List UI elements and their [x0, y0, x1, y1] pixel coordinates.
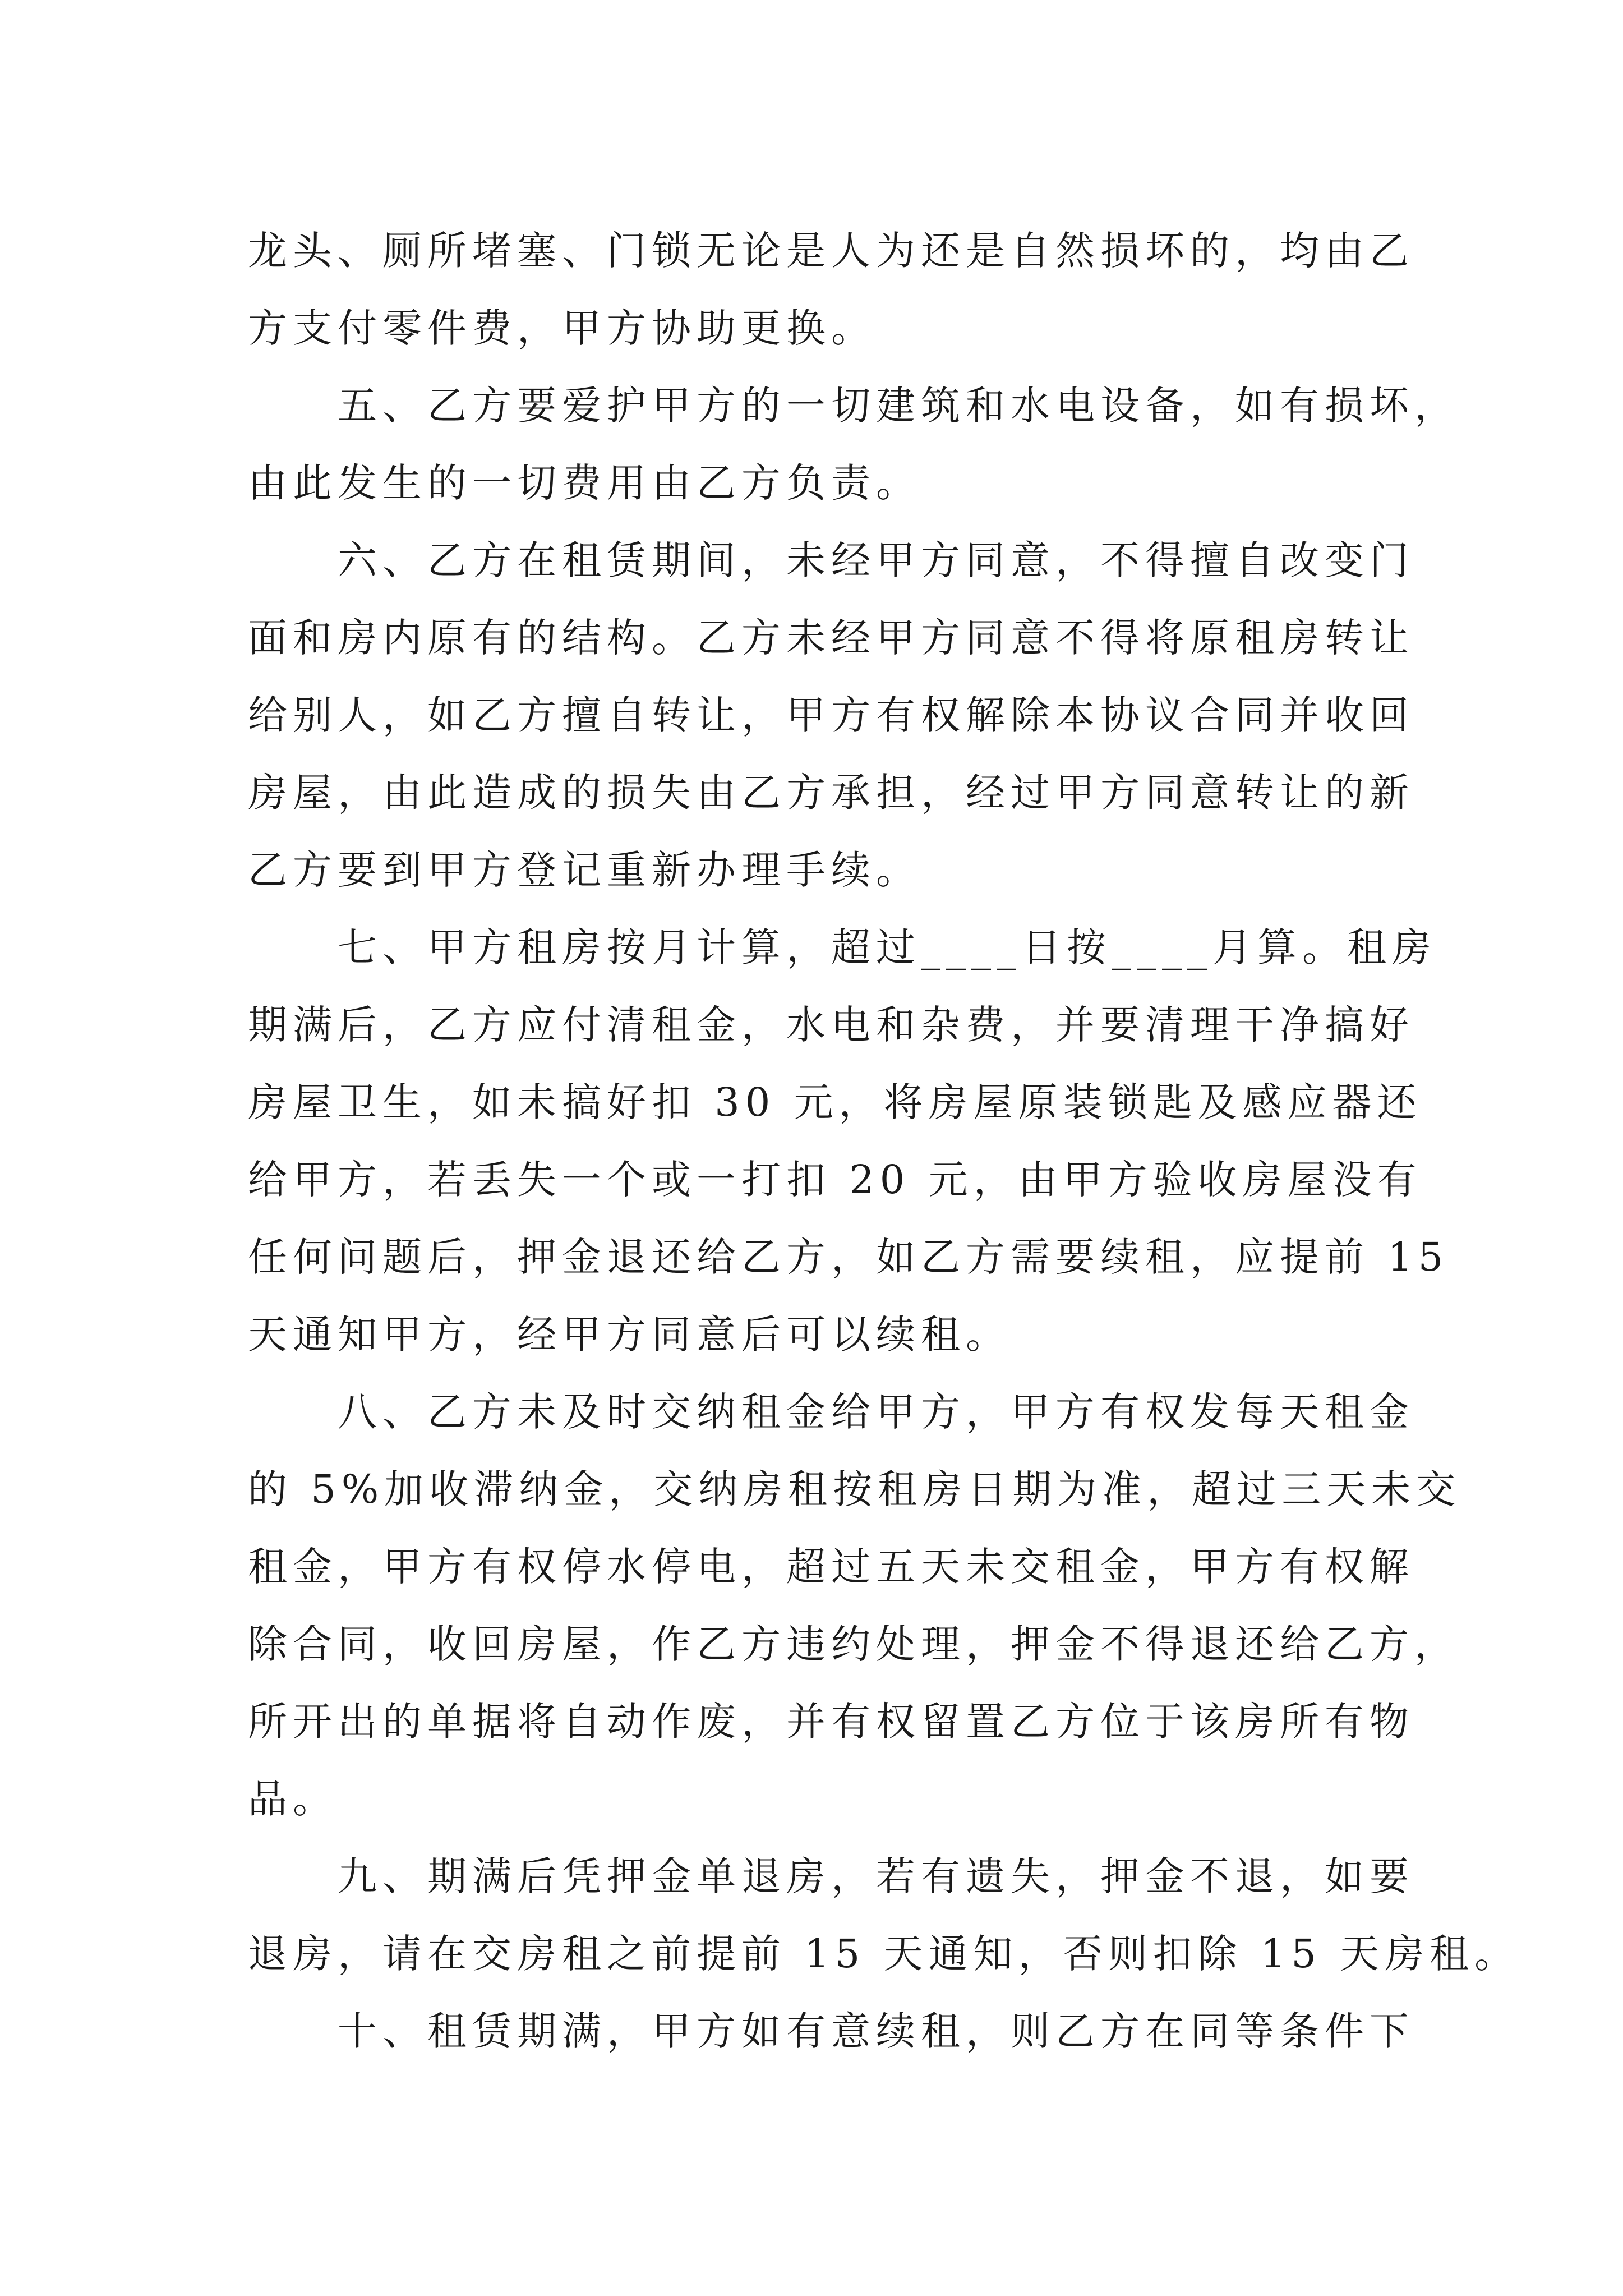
contract-text-block [248, 212, 1520, 2070]
text-line: 天通知甲方，经甲方同意后可以续租。 [248, 1312, 1011, 1358]
text-line: 租金，甲方有权停水停电，超过五天未交租金，甲方有权解 [248, 1544, 1414, 1590]
text-line: 面和房内原有的结构。乙方未经甲方同意不得将原租房转让 [248, 615, 1414, 661]
text-line: 七、甲方租房按月计算，超过____日按____月算。租房 [248, 924, 1437, 970]
text-line: 退房，请在交房租之前提前 15 天通知，否则扣除 15 天房租。 [248, 1931, 1520, 1977]
text-line: 房屋，由此造成的损失由乙方承担，经过甲方同意转让的新 [248, 770, 1414, 816]
text-line: 九、期满后凭押金单退房，若有遗失，押金不退，如要 [248, 1853, 1414, 1899]
text-line: 六、乙方在租赁期间，未经甲方同意，不得擅自改变门 [248, 537, 1414, 583]
text-line: 十、租赁期满，甲方如有意续租，则乙方在同等条件下 [248, 2008, 1414, 2054]
text-line: 除合同，收回房屋，作乙方违约处理，押金不得退还给乙方， [248, 1621, 1459, 1667]
text-line: 龙头、厕所堵塞、门锁无论是人为还是自然损坏的，均由乙 [248, 228, 1414, 274]
text-line: 房屋卫生，如未搞好扣 30 元，将房屋原装锁匙及感应器还 [248, 1079, 1422, 1125]
text-line: 给别人，如乙方擅自转让，甲方有权解除本协议合同并收回 [248, 692, 1414, 738]
text-line: 五、乙方要爱护甲方的一切建筑和水电设备，如有损坏， [248, 383, 1459, 429]
text-line: 乙方要到甲方登记重新办理手续。 [248, 847, 921, 893]
text-line: 八、乙方未及时交纳租金给甲方，甲方有权发每天租金 [248, 1389, 1414, 1435]
text-line: 品。 [248, 1776, 338, 1822]
text-line: 给甲方，若丢失一个或一打扣 20 元，由甲方验收房屋没有 [248, 1157, 1422, 1203]
text-line: 所开出的单据将自动作废，并有权留置乙方位于该房所有物 [248, 1699, 1414, 1745]
text-line: 的 5%加收滞纳金，交纳房租按租房日期为准，超过三天未交 [248, 1466, 1461, 1512]
text-line: 由此发生的一切费用由乙方负责。 [248, 460, 921, 506]
text-line: 方支付零件费，甲方协助更换。 [248, 305, 876, 351]
text-line: 任何问题后，押金退还给乙方，如乙方需要续租，应提前 15 [248, 1234, 1449, 1280]
text-line: 期满后，乙方应付清租金，水电和杂费，并要清理干净搞好 [248, 1002, 1414, 1048]
